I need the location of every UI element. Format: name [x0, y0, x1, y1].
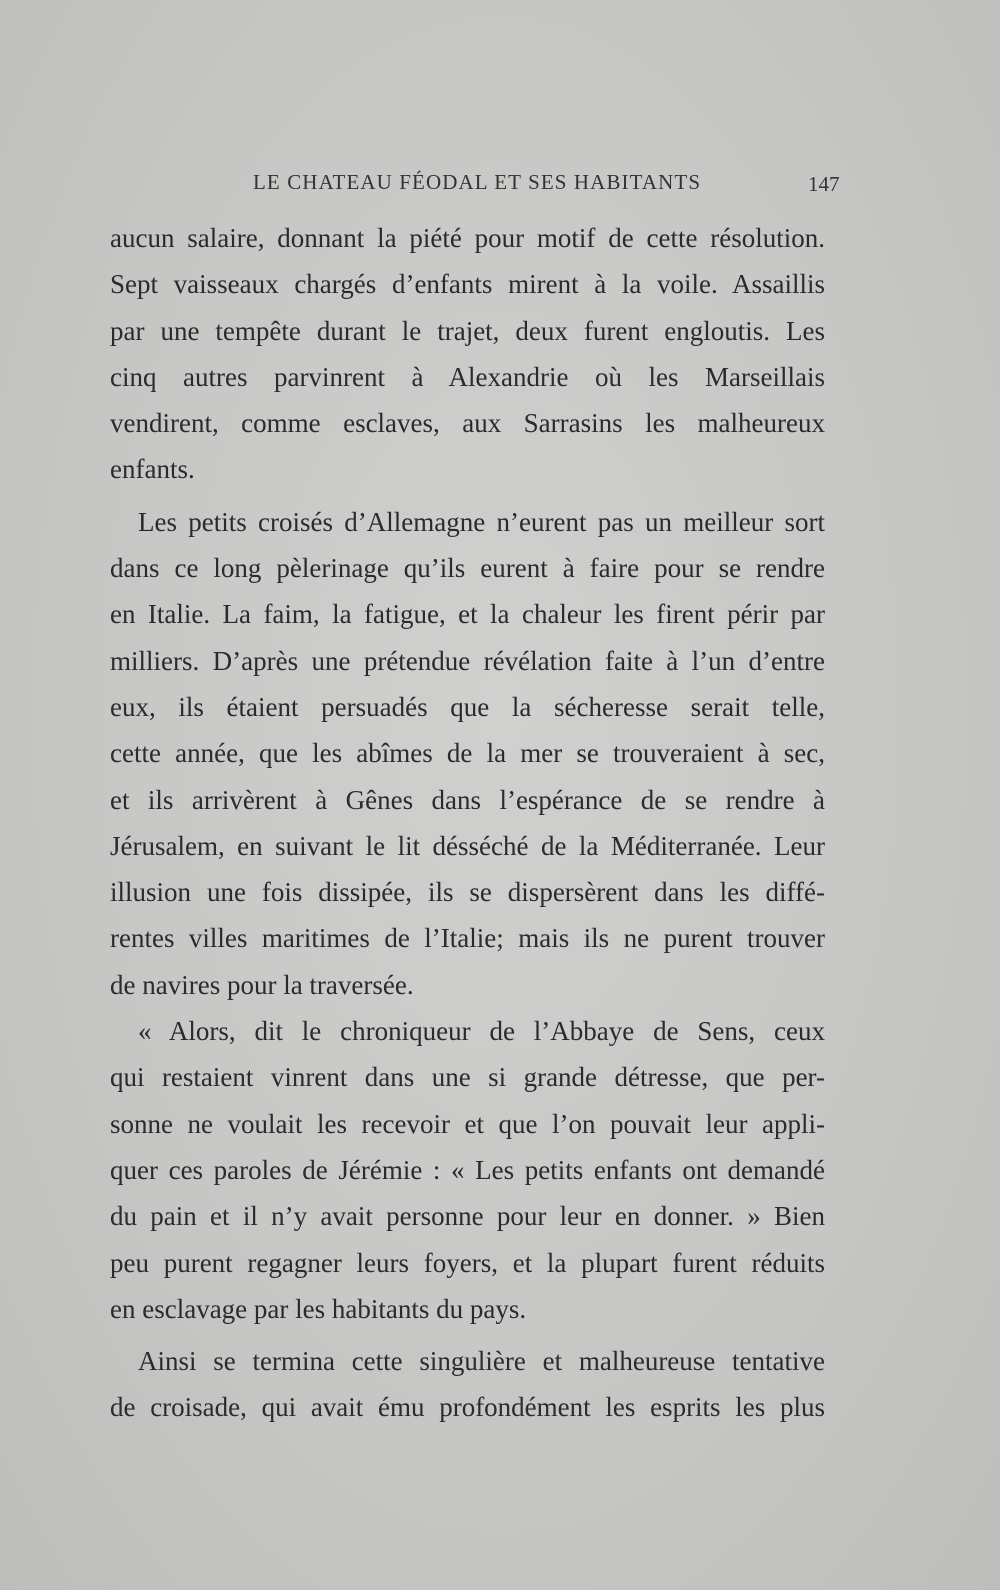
text-line: dans ce long pèlerinage qu’ils eurent à faire pour se rendre	[110, 553, 825, 584]
text-line: peu purent regagner leurs foyers, et la plupart furent réduits	[110, 1247, 825, 1278]
text-line: rentes villes maritimes de l’Italie; mais ils ne purent trouver	[110, 923, 825, 954]
text-line: vendirent, comme esclaves, aux Sarrasins les malheureux	[110, 408, 825, 439]
text-line: de croisade, qui avait ému profondément les esprits les plus	[110, 1392, 825, 1423]
text-line: Ainsi se termina cette singulière et malheureuse tentative	[138, 1346, 825, 1377]
text-line: eux, ils étaient persuadés que la sécheresse serait telle,	[110, 691, 825, 722]
text-line: cette année, que les abîmes de la mer se trouveraient à sec,	[110, 738, 825, 769]
paragraph	[110, 499, 825, 1008]
body-text	[110, 215, 825, 1431]
text-line: sonne ne voulait les recevoir et que l’on pouvait leur appli-	[110, 1108, 825, 1139]
text-line: Les petits croisés d’Allemagne n’eurent pas un meilleur sort	[138, 506, 825, 537]
paragraph	[110, 1338, 825, 1431]
page-number: 147	[808, 172, 840, 196]
text-line: et ils arrivèrent à Gênes dans l’espérance de se rendre à	[110, 784, 825, 815]
text-line: illusion une fois dissipée, ils se dispersèrent dans les diffé-	[110, 877, 825, 908]
text-line: enfants.	[110, 454, 195, 485]
running-title: LE CHATEAU FÉODAL ET SES HABITANTS	[253, 170, 702, 194]
text-line: quer ces paroles de Jérémie : « Les petits enfants ont demandé	[110, 1154, 825, 1185]
text-line: « Alors, dit le chroniqueur de l’Abbaye de Sens, ceux	[138, 1016, 825, 1047]
text-line: en esclavage par les habitants du pays.	[110, 1293, 527, 1324]
paragraph	[110, 215, 825, 493]
text-line: aucun salaire, donnant la piété pour motif de cette résolution.	[110, 223, 825, 253]
text-line: Sept vaisseaux chargés d’enfants mirent à la voile. Assaillis	[110, 269, 825, 300]
text-line: Jérusalem, en suivant le lit désséché de la Méditerranée. Leur	[110, 830, 825, 861]
text-line: du pain et il n’y avait personne pour leur en donner. » Bien	[110, 1201, 825, 1232]
text-line: en Italie. La faim, la fatigue, et la chaleur les firent périr par	[110, 599, 825, 630]
text-line: qui restaient vinrent dans une si grande détresse, que per-	[110, 1062, 825, 1093]
text-line: de navires pour la traversée.	[110, 969, 414, 1000]
text-line: cinq autres parvinrent à Alexandrie où les Marseillais	[110, 361, 825, 392]
text-line: par une tempête durant le trajet, deux furent engloutis. Les	[110, 315, 825, 346]
paragraph	[110, 1008, 825, 1332]
page-header	[0, 170, 1000, 202]
text-line: milliers. D’après une prétendue révélation faite à l’un d’entre	[110, 645, 825, 676]
